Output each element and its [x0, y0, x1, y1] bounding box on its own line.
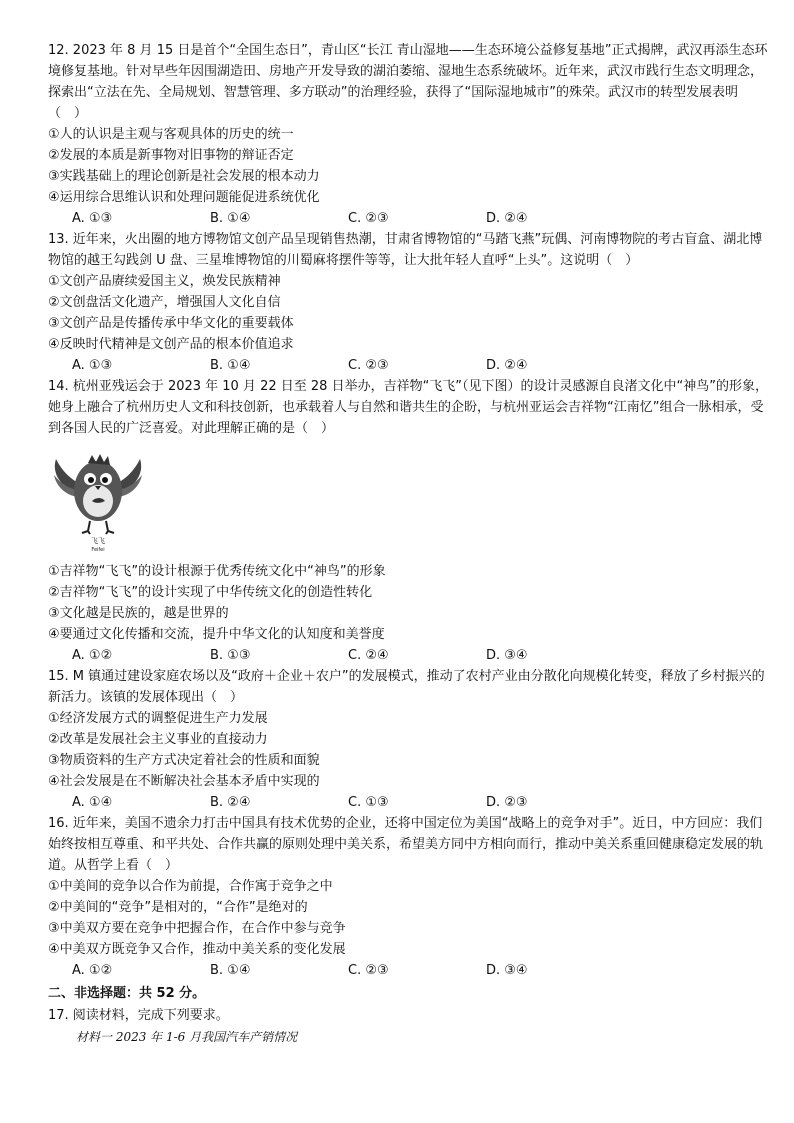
section-2-title: 二、非选择题：共 52 分。	[48, 986, 206, 1001]
option: ①中美间的竞争以合作为前提，合作寓于竞争之中	[48, 879, 333, 894]
question-stem: 13. 近年来，火出圈的地方博物馆文创产品呈现销售热潮，甘肃省博物馆的“马踏飞燕”玩偶、河南博物院的考古盲盒、湖北博物馆的越王勾践剑 U 盘、三星堆博物馆的川蜀麻将摆件等等，让大批年轻人直呼“上头”。这说明（ ）	[48, 232, 763, 268]
answer-choices	[48, 960, 770, 981]
question-12	[48, 40, 770, 229]
mascot-feifei-icon	[48, 445, 148, 553]
choice-d: D. ②④	[486, 358, 528, 373]
option: ②改革是发展社会主义事业的直接动力	[48, 732, 268, 747]
choice-d: D. ②③	[486, 795, 528, 810]
choice-a: A. ①②	[72, 963, 113, 978]
option: ③文化越是民族的，越是世界的	[48, 606, 229, 621]
option: ①吉祥物“飞飞”的设计根源于优秀传统文化中“神鸟”的形象	[48, 564, 386, 579]
question-stem: 12. 2023 年 8 月 15 日是首个“全国生态日”，青山区“长江 青山湿地——生态环境公益修复基地”正式揭牌，武汉再添生态环境修复基地。针对早些年因围湖造田、房地产开发导致的湖泊萎缩、湿地生态系统破坏。近年来，武汉市践行生态文明理念，探索出“立法在先、全局规划、智慧管理、多方联动”的治理经验，获得了“国际湿地城市”的殊荣。武汉市的转型发展表明（ ）	[48, 43, 768, 121]
choice-b: B. ①④	[210, 358, 251, 373]
choice-d: D. ③④	[486, 963, 528, 978]
choice-a: A. ①③	[72, 211, 113, 226]
option: ①经济发展方式的调整促进生产力发展	[48, 711, 268, 726]
option: ④要通过文化传播和交流，提升中华文化的认知度和美誉度	[48, 627, 385, 642]
question-stem: 16. 近年来，美国不遗余力打击中国具有技术优势的企业，还将中国定位为美国“战略上的竞争对手”。近日，中方回应：我们始终按相互尊重、和平共处、合作共赢的原则处理中美关系，希望美方同中方相向而行，推动中美关系重回健康稳定发展的轨道。从哲学上看（ ）	[48, 816, 764, 873]
question-15	[48, 666, 770, 813]
choice-c: C. ②③	[348, 963, 389, 978]
choice-b: B. ①④	[210, 963, 251, 978]
choice-c: C. ②③	[348, 211, 389, 226]
question-16	[48, 813, 770, 981]
choice-c: C. ①③	[348, 795, 389, 810]
answer-choices	[48, 645, 770, 666]
option: ④中美双方既竞争又合作，推动中美关系的变化发展	[48, 942, 346, 957]
option: ②发展的本质是新事物对旧事物的辩证否定	[48, 148, 294, 163]
choice-c: C. ②④	[348, 648, 389, 663]
option: ③中美双方要在竞争中把握合作，在合作中参与竞争	[48, 921, 346, 936]
mascot-image	[48, 445, 770, 553]
exam-page	[48, 40, 770, 1048]
option: ③文创产品是传播传承中华文化的重要载体	[48, 316, 294, 331]
option: ②中美间的“竞争”是相对的，“合作”是绝对的	[48, 900, 308, 915]
choice-b: B. ①③	[210, 648, 251, 663]
answer-choices	[48, 792, 770, 813]
option: ④反映时代精神是文创产品的根本价值追求	[48, 337, 294, 352]
option: ②吉祥物“飞飞”的设计实现了中华传统文化的创造性转化	[48, 585, 373, 600]
question-stem: 14. 杭州亚残运会于 2023 年 10 月 22 日至 28 日举办，吉祥物“飞飞”（见下图）的设计灵感源自良渚文化中“神鸟”的形象，她身上融合了杭州历史人文和科技创新，也承载着人与自然和谐共生的企盼，与杭州亚运会吉祥物“江南忆”组合一脉相承，受到各国人民的广泛喜爱。对此理解正确的是（ ）	[48, 379, 769, 436]
question-14	[48, 376, 770, 666]
option: ①人的认识是主观与客观具体的历史的统一	[48, 127, 294, 142]
option: ②文创盘活文化遗产，增强国人文化自信	[48, 295, 281, 310]
choice-d: D. ③④	[486, 648, 528, 663]
choice-a: A. ①②	[72, 648, 113, 663]
option: ①文创产品赓续爱国主义，焕发民族精神	[48, 274, 281, 289]
answer-choices	[48, 208, 770, 229]
material-1-title: 材料一 2023 年 1-6 月我国汽车产销情况	[76, 1030, 298, 1044]
choice-b: B. ①④	[210, 211, 251, 226]
choice-b: B. ②④	[210, 795, 251, 810]
choice-a: A. ①④	[72, 795, 113, 810]
question-stem: 15. M 镇通过建设家庭农场以及“政府＋企业＋农户”的发展模式，推动了农村产业由分散化向规模化转变，释放了乡村振兴的新活力。该镇的发展体现出（ ）	[48, 669, 765, 705]
mascot-caption-en: Feifei	[91, 547, 105, 553]
question-stem: 17. 阅读材料，完成下列要求。	[48, 1008, 229, 1023]
answer-choices	[48, 355, 770, 376]
choice-a: A. ①③	[72, 358, 113, 373]
choice-c: C. ②③	[348, 358, 389, 373]
mascot-caption: 飞飞	[91, 537, 105, 545]
question-17	[48, 1005, 770, 1026]
option: ④社会发展是在不断解决社会基本矛盾中实现的	[48, 774, 320, 789]
option: ④运用综合思维认识和处理问题能促进系统优化	[48, 190, 320, 205]
question-13	[48, 229, 770, 376]
option: ③实践基础上的理论创新是社会发展的根本动力	[48, 169, 320, 184]
choice-d: D. ②④	[486, 211, 528, 226]
option: ③物质资料的生产方式决定着社会的性质和面貌	[48, 753, 320, 768]
